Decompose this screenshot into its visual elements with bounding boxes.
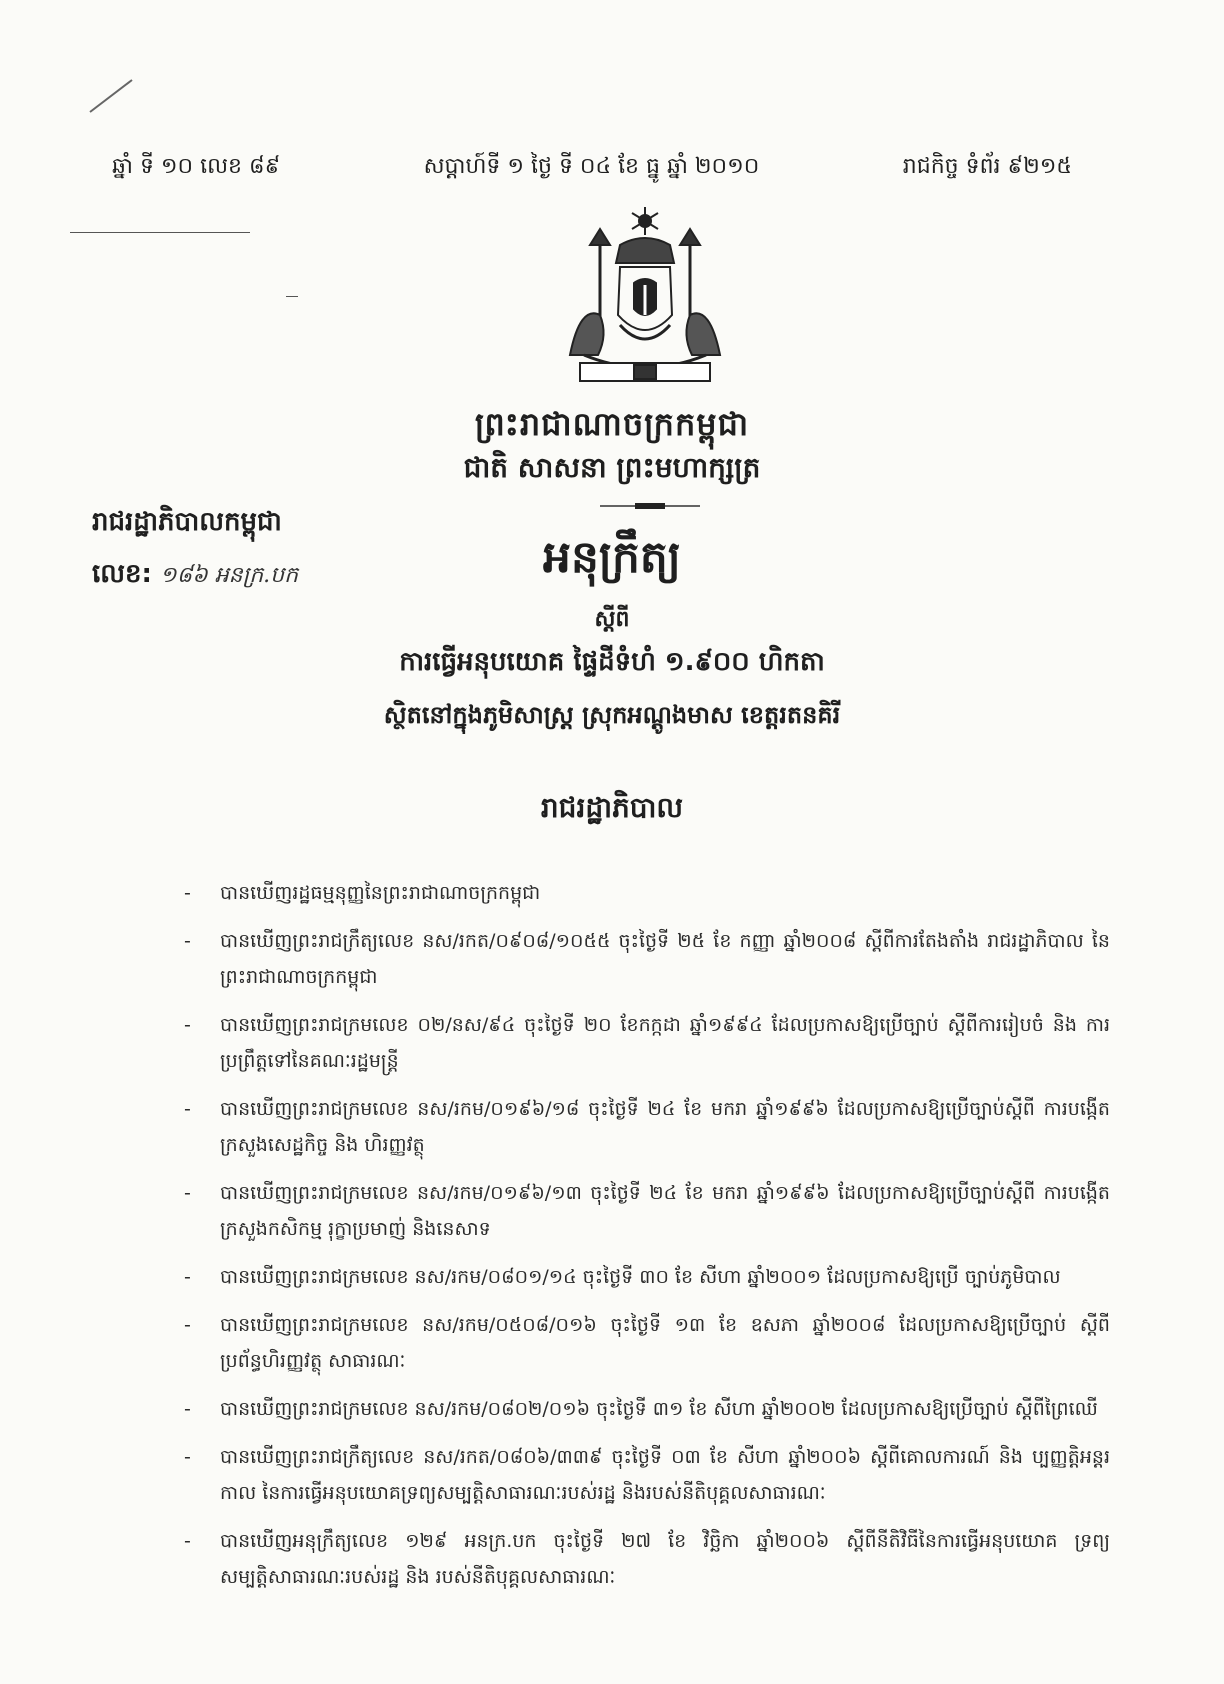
subject-line-2: ស្ថិតនៅក្នុងភូមិសាស្ត្រ ស្រុកអណ្តូងមាស ខេត្តរតនគិរី (383, 701, 841, 729)
national-motto: ជាតិ សាសនា ព្រះមហាក្សត្រ (463, 451, 761, 484)
list-item: - បានឃើញព្រះរាជក្រមលេខ នស/រកម/០៨០១/១៤ ចុះថ្ងៃទី ៣០ ខែ សីហា ឆ្នាំ២០០១ ដែលប្រកាសឱ្យប្រើ ច្បាប់ភូមិបាល (184, 1266, 1061, 1288)
list-item: - បានឃើញព្រះរាជក្រមលេខ ០២/នស/៩៤ ចុះថ្ងៃទី ២០ ខែកក្កដា ឆ្នាំ១៩៩៤ ដែលប្រកាសឱ្យប្រើច្បាប់ ស្តីពីការរៀបចំ និង ការប្រព្រឹត្តទៅនៃគណៈរដ្ឋមន្ត្រី (184, 1014, 1110, 1072)
list-item: - បានឃើញព្រះរាជក្រមលេខ នស/រកម/០១៩៦/១៣ ចុះថ្ងៃទី ២៤ ខែ មករា ឆ្នាំ១៩៩៦ ដែលប្រកាសឱ្យប្រើច្បាប់ស្តីពី ការបង្កើតក្រសួងកសិកម្ម រុក្ខាប្រមាញ់ និងនេសាទ (184, 1182, 1110, 1240)
list-item: - បានឃើញព្រះរាជក្រមលេខ នស/រកម/០៥០៨/០១៦ ចុះថ្ងៃទី ១៣ ខែ ឧសភា ឆ្នាំ២០០៨ ដែលប្រកាសឱ្យប្រើច្បាប់ ស្តីពីប្រព័ន្ធហិរញ្ញវត្ថុ សាធារណៈ (184, 1314, 1110, 1372)
document-type: អនុក្រឹត្យ (543, 532, 681, 583)
legal-references-list (184, 875, 1110, 1607)
header-rule (70, 232, 250, 233)
issuer-name: រាជរដ្ឋាភិបាលកម្ពុជា (92, 507, 282, 537)
list-item: - បានឃើញរដ្ឋធម្មនុញ្ញនៃព្រះរាជាណាចក្រកម្ពុជា (184, 882, 541, 904)
list-item: - បានឃើញអនុក្រឹត្យលេខ ១២៩ អនក្រ.បក ចុះថ្ងៃទី ២៧ ខែ វិច្ឆិកា ឆ្នាំ២០០៦ ស្តីពីនីតិវិធីនៃការធ្វើអនុបយោគ ទ្រព្យសម្បត្តិសាធារណៈរបស់រដ្ឋ និង របស់នីតិបុគ្គលសាធារណៈ (184, 1530, 1110, 1588)
reference-label: លេខ: (92, 559, 152, 589)
ornament-divider-icon (600, 500, 700, 512)
list-item: - បានឃើញព្រះរាជក្រមលេខ នស/រកម/០៨០២/០១៦ ចុះថ្ងៃទី ៣១ ខែ សីហា ឆ្នាំ២០០២ ដែលប្រកាសឱ្យប្រើច្បាប់ ស្តីពីព្រៃឈើ (184, 1398, 1098, 1420)
pen-stroke-mark (88, 78, 134, 114)
royal-coat-of-arms-icon (560, 205, 730, 387)
header-rule-short (286, 296, 298, 297)
list-item: - បានឃើញព្រះរាជក្រឹត្យលេខ នស/រកត/០៨០៦/៣៣៩ ចុះថ្ងៃទី ០៣ ខែ សីហា ឆ្នាំ២០០៦ ស្តីពីគោលការណ៍ និង ប្បញ្ញត្តិអន្តរកាល នៃការធ្វើអនុបយោគទ្រព្យសម្បត្តិសាធារណៈរបស់រដ្ឋ និងរបស់នីតិបុគ្គលសាធារណៈ (184, 1446, 1110, 1504)
subject-line-1: ការធ្វើអនុបយោគ ផ្ទៃដីទំហំ ១.៩០០ ហិកតា (399, 647, 825, 677)
issue-number: ឆ្នាំ ទី ១០ លេខ ៨៩ (112, 154, 281, 179)
kingdom-name: ព្រះរាជាណាចក្រកម្ពុជា (474, 405, 750, 443)
gazette-header (112, 152, 1072, 184)
reference-number: ១៨៦ អនក្រ.បក (159, 563, 299, 588)
gazette-page-number: រាជកិច្ច ទំព័រ ៩២១៥ (902, 154, 1072, 179)
issue-date: សប្តាហ៍ទី ១ ថ្ងៃ ទី ០៤ ខែ ធ្នូ ឆ្នាំ ២០១០ (423, 154, 760, 179)
body-heading: រាជរដ្ឋាភិបាល (540, 791, 684, 824)
about-label: ស្តីពី (594, 607, 630, 632)
list-item: - បានឃើញព្រះរាជក្រមលេខ នស/រកម/០១៩៦/១៨ ចុះថ្ងៃទី ២៤ ខែ មករា ឆ្នាំ១៩៩៦ ដែលប្រកាសឱ្យប្រើច្បាប់ស្តីពី ការបង្កើតក្រសួងសេដ្ឋកិច្ច និង ហិរញ្ញវត្ថុ (184, 1098, 1110, 1156)
list-item: - បានឃើញព្រះរាជក្រឹត្យលេខ នស/រកត/០៩០៨/១០៥៥ ចុះថ្ងៃទី ២៥ ខែ កញ្ញា ឆ្នាំ២០០៨ ស្តីពីការតែងតាំង រាជរដ្ឋាភិបាល នៃព្រះរាជាណាចក្រកម្ពុជា (184, 930, 1110, 988)
